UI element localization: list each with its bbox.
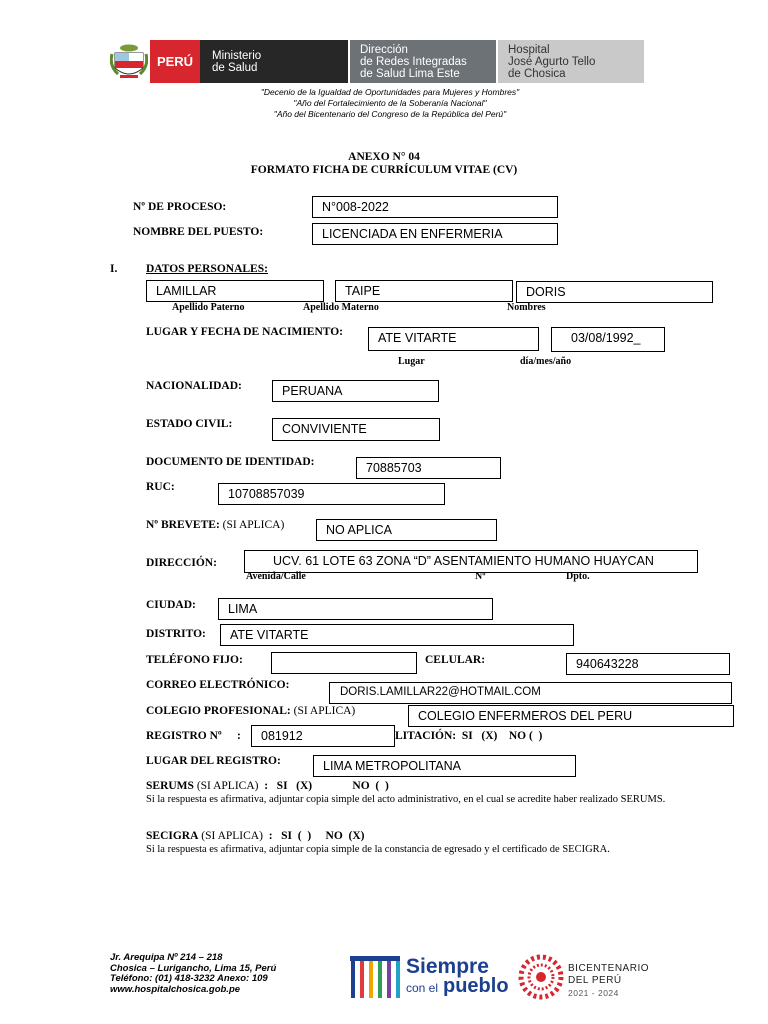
institution-header <box>108 40 654 83</box>
mobile-label: CELULAR: <box>425 654 486 666</box>
given-names-field[interactable]: DORIS <box>516 281 713 303</box>
address-street-caption: Avenida/Calle <box>246 571 306 582</box>
pueblo-text: pueblo <box>443 975 509 997</box>
phone-label: TELÉFONO FIJO: <box>146 654 243 666</box>
siempre-con-el-pueblo-logo <box>348 952 508 1002</box>
bicentenario-emblem-icon <box>517 950 565 1004</box>
footer-website[interactable]: www.hospitalchosica.gob.pe <box>110 983 241 995</box>
license-label: Nº BREVETE: (SI APLICA) <box>146 519 285 531</box>
ruc-field[interactable]: 10708857039 <box>218 483 445 505</box>
license-field[interactable]: NO APLICA <box>316 519 497 541</box>
secigra-question[interactable]: SECIGRA (SI APLICA) : SI ( ) NO (X) <box>146 830 365 842</box>
registry-field[interactable]: 081912 <box>251 725 395 747</box>
phone-field[interactable] <box>271 652 417 674</box>
bicentenario-line-2: DEL PERÚ <box>568 975 622 986</box>
footer-address-line-2: Chosica – Lurigancho, Lima 15, Perú <box>110 962 277 974</box>
registry-label: REGISTRO Nº <box>146 730 222 742</box>
maternal-surname-caption: Apellido Materno <box>303 302 379 313</box>
form-name: FORMATO FICHA DE CURRÍCULUM VITAE (CV) <box>250 164 518 176</box>
bicentenario-text <box>568 963 649 999</box>
serums-note: Si la respuesta es afirmativa, adjuntar copia simple del acto administrativo, en el cual se acredite haber realizado SERUMS. <box>146 794 666 805</box>
footer-address-line-3: Teléfono: (01) 418-3232 Anexo: 109 <box>110 973 268 984</box>
email-label: CORREO ELECTRÓNICO: <box>146 679 290 691</box>
civil-status-field[interactable]: CONVIVIENTE <box>272 418 440 441</box>
con-el-text: con el <box>406 981 439 995</box>
address-label: DIRECCIÓN: <box>146 557 217 569</box>
civil-status-label: ESTADO CIVIL: <box>146 418 233 430</box>
footer-address-line-1: Jr. Arequipa Nº 214 – 218 <box>110 952 223 963</box>
position-field[interactable]: LICENCIADA EN ENFERMERIA <box>312 223 558 245</box>
process-number-label: Nº DE PROCESO: <box>133 201 227 213</box>
bicentenario-line-1: BICENTENARIO <box>568 963 650 974</box>
id-document-label: DOCUMENTO DE IDENTIDAD: <box>146 456 315 468</box>
birth-date-field[interactable]: 03/08/1992_ <box>551 327 665 352</box>
footer-address <box>110 953 276 995</box>
birth-place-caption: Lugar <box>398 356 425 367</box>
college-field[interactable]: COLEGIO ENFERMEROS DEL PERU <box>408 705 734 727</box>
nationality-field[interactable]: PERUANA <box>272 380 439 402</box>
decree-line-3: "Año del Bicentenario del Congreso de la República del Perú" <box>273 109 507 119</box>
nationality-label: NACIONALIDAD: <box>146 380 242 392</box>
peru-brand: PERÚ <box>150 40 200 83</box>
coat-of-arms-icon <box>108 40 150 83</box>
hospital-brand: Hospital José Agurto Tello de Chosica <box>498 40 644 83</box>
bicentenario-years: 2021 - 2024 <box>568 988 619 998</box>
mobile-field[interactable]: 940643228 <box>566 653 730 675</box>
registry-place-label: LUGAR DEL REGISTRO: <box>146 755 281 767</box>
section-number: I. <box>110 263 118 275</box>
decree-line-1: "Decenio de la Igualdad de Oportunidades para Mujeres y Hombres" <box>260 87 520 97</box>
decree-line-2: "Año del Fortalecimiento de la Soberanía Nacional" <box>293 98 487 108</box>
maternal-surname-field[interactable]: TAIPE <box>335 280 513 302</box>
pueblo-figures-icon <box>348 954 404 1000</box>
district-label: DISTRITO: <box>146 628 206 640</box>
city-label: CIUDAD: <box>146 599 196 611</box>
district-field[interactable]: ATE VITARTE <box>220 624 574 646</box>
ministry-brand: Ministerio de Salud <box>200 40 348 83</box>
address-number-caption: Nº <box>475 571 486 582</box>
decree-lines <box>180 87 600 120</box>
position-label: NOMBRE DEL PUESTO: <box>133 226 264 238</box>
direccion-brand: Dirección de Redes Integradas de Salud Lima Este <box>350 40 496 83</box>
process-number-field[interactable]: N°008-2022 <box>312 196 558 218</box>
birth-label: LUGAR Y FECHA DE NACIMIENTO: <box>146 326 344 338</box>
serums-question[interactable]: SERUMS (SI APLICA) : SI (X) NO ( ) <box>146 780 389 792</box>
birth-date-caption: día/mes/año <box>520 356 572 367</box>
birth-place-field[interactable]: ATE VITARTE <box>368 327 539 351</box>
address-field[interactable]: UCV. 61 LOTE 63 ZONA “D” ASENTAMIENTO HUMANO HUAYCAN <box>244 550 698 573</box>
annex-number: ANEXO N° 04 <box>348 151 420 163</box>
document-title <box>200 151 568 177</box>
ruc-label: RUC: <box>146 481 175 493</box>
siempre-text: Siempre <box>406 955 489 978</box>
registry-colon: : <box>237 730 241 742</box>
section-title: DATOS PERSONALES: <box>146 263 268 275</box>
secigra-note: Si la respuesta es afirmativa, adjuntar copia simple de la constancia de egresado y el certificado de SECIGRA. <box>146 844 610 855</box>
habilitation-options[interactable]: LITACIÓN: SI (X) NO ( ) <box>395 730 543 742</box>
college-label: COLEGIO PROFESIONAL: (SI APLICA) <box>146 705 356 717</box>
id-document-field[interactable]: 70885703 <box>356 457 501 479</box>
city-field[interactable]: LIMA <box>218 598 493 620</box>
registry-place-field[interactable]: LIMA METROPOLITANA <box>313 755 576 777</box>
paternal-surname-field[interactable]: LAMILLAR <box>146 280 324 302</box>
given-names-caption: Nombres <box>507 302 546 313</box>
address-apt-caption: Dpto. <box>566 571 590 582</box>
paternal-surname-caption: Apellido Paterno <box>172 302 245 313</box>
email-field[interactable]: DORIS.LAMILLAR22@HOTMAIL.COM <box>329 682 732 704</box>
